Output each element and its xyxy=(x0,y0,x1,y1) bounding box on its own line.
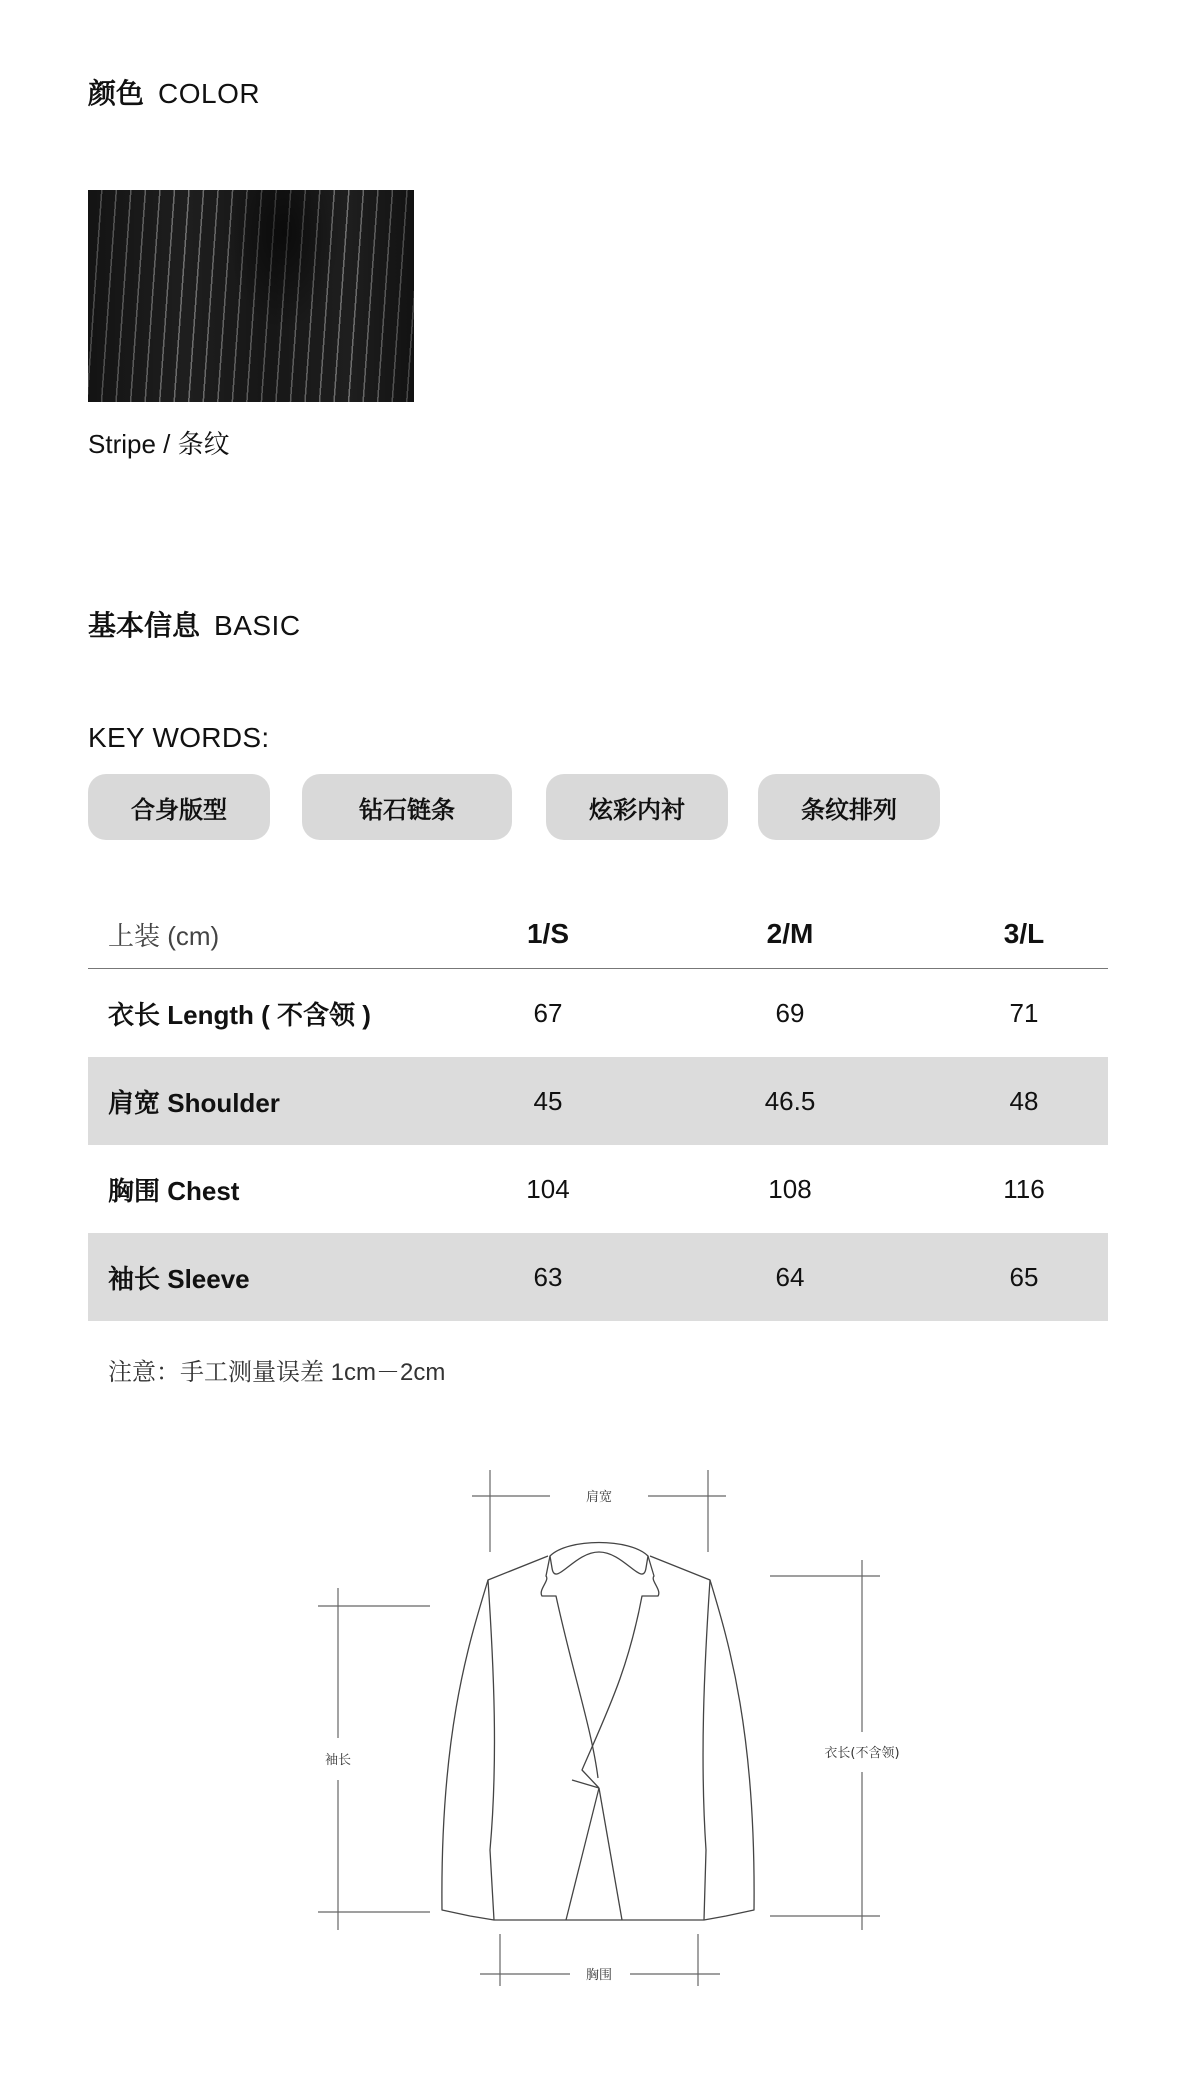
row-label-shoulder: 肩宽 Shoulder xyxy=(108,1087,280,1118)
row-label-length: 衣长 Length ( 不含领 ) xyxy=(108,999,371,1030)
size-header-s: 1/S xyxy=(526,918,570,949)
basic-section-title xyxy=(88,612,301,640)
basic-title-cn: 基本信息 xyxy=(88,610,201,641)
table-header-row xyxy=(88,900,1108,969)
table-row xyxy=(88,1233,1108,1321)
diagram-label-shoulder: 肩宽 xyxy=(585,1490,613,1505)
stripe-swatch-image[interactable] xyxy=(88,190,414,402)
table-cell: 71 xyxy=(1009,997,1039,1028)
table-row xyxy=(88,1057,1108,1145)
jacket-measurement-diagram xyxy=(310,1470,910,2010)
table-cell: 67 xyxy=(533,997,563,1028)
measurement-note: 注意：手工测量误差 1cm－2cm xyxy=(108,1359,446,1386)
table-cell: 104 xyxy=(526,1173,570,1204)
table-cell: 46.5 xyxy=(764,1085,816,1116)
keyword-chip: 钻石链条 xyxy=(302,774,512,840)
color-section-title xyxy=(88,80,260,108)
keyword-chip: 条纹排列 xyxy=(758,774,940,840)
size-table xyxy=(88,900,1108,1321)
table-cell: 116 xyxy=(1003,1173,1045,1204)
color-title-cn: 颜色 xyxy=(88,78,145,109)
table-cell: 65 xyxy=(1009,1261,1039,1292)
keywords-title: KEY WORDS: xyxy=(88,722,270,753)
row-label-chest: 胸围 Chest xyxy=(108,1175,240,1206)
table-cell: 48 xyxy=(1009,1085,1039,1116)
size-header-l: 3/L xyxy=(1003,918,1045,949)
swatch-label: Stripe / 条纹 xyxy=(88,429,230,459)
measurement-lines xyxy=(318,1470,880,1986)
diagram-label-sleeve: 袖长 xyxy=(324,1753,352,1768)
size-header-m: 2/M xyxy=(766,918,814,949)
keyword-chip: 炫彩内衬 xyxy=(546,774,728,840)
table-row xyxy=(88,1145,1108,1233)
basic-title-en: BASIC xyxy=(214,610,301,641)
table-header-label: 上装 (cm) xyxy=(108,920,220,951)
row-label-sleeve: 袖长 Sleeve xyxy=(108,1263,250,1294)
keyword-chip: 合身版型 xyxy=(88,774,270,840)
table-cell: 45 xyxy=(533,1085,563,1116)
table-cell: 64 xyxy=(775,1261,805,1292)
table-cell: 63 xyxy=(533,1261,563,1292)
diagram-label-length: 衣长(不含领) xyxy=(824,1746,900,1761)
diagram-label-chest: 胸围 xyxy=(585,1968,613,1983)
table-cell: 108 xyxy=(768,1173,812,1204)
table-cell: 69 xyxy=(775,997,805,1028)
table-row xyxy=(88,969,1108,1057)
color-title-en: COLOR xyxy=(158,78,261,109)
jacket-outline-icon xyxy=(442,1543,754,1921)
